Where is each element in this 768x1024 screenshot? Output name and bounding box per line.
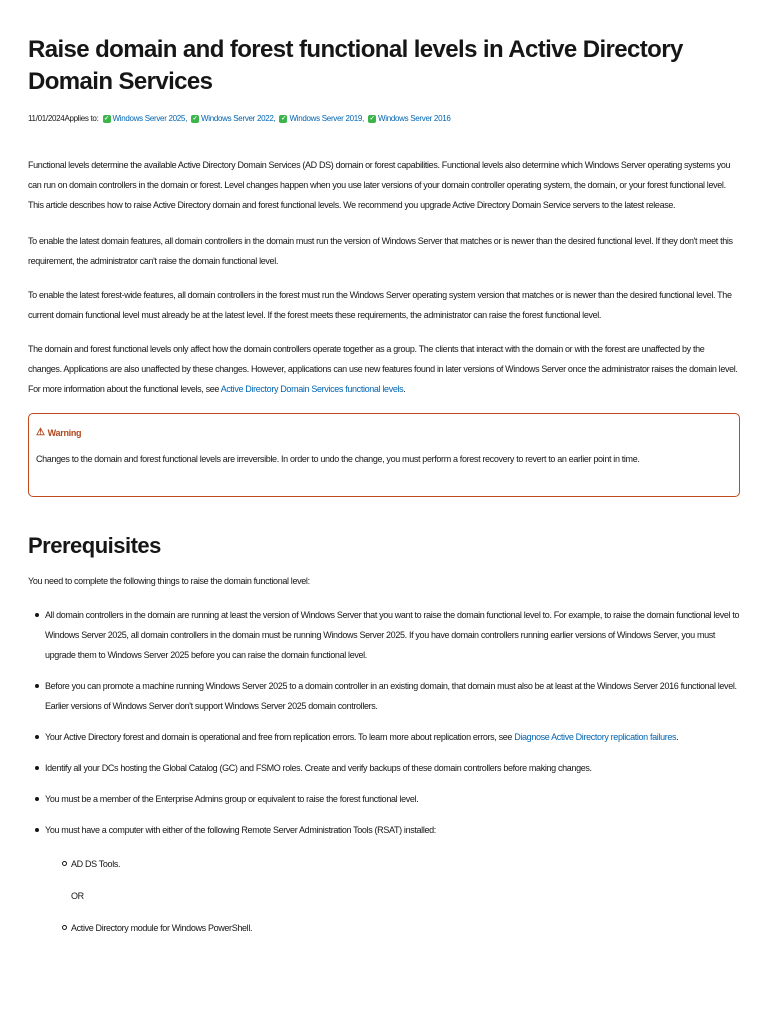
article-date: 11/01/2024: [28, 114, 65, 123]
replication-failures-link[interactable]: Diagnose Active Directory replication failures: [514, 732, 677, 742]
check-icon: ✓: [281, 116, 286, 122]
page-title: Raise domain and forest functional levels in Active Directory Domain Services: [28, 36, 683, 95]
intro-paragraph: Functional levels determine the available Active Directory Domain Services (AD DS) domain or forest capabilities. Functional levels also determine which Windows Server operating systems you can run on domain controllers in the domain or forest. Level changes happen when you use later versions of your domain controller operating system, the domain, or your forest functional level. This article describes how to raise Active Directory domain and forest functional levels. We recommend you upgrade Active Directory Domain Service servers to the latest release.: [28, 160, 731, 210]
list-item-text: All domain controllers in the domain are running at least the version of Windows Server that you want to raise the domain functional level to. For example, to raise the domain functional level to Windows Server 2025, all domain controllers in the domain must be running Windows Server 2025. If you have domain controllers running earlier versions of Windows Server, you must upgrade them to Windows Server 2025 before you can raise the domain functional level.: [45, 610, 740, 660]
sublist-item: AD DS Tools.: [62, 854, 740, 874]
domain-features-paragraph: To enable the latest domain features, all domain controllers in the domain must run the version of Windows Server that matches or is newer than the desired functional level. If they don't meet this requirement, the administrator can't raise the domain functional level.: [28, 236, 733, 266]
article-metadata: [28, 113, 740, 125]
paragraph-text: The domain and forest functional levels only affect how the domain controllers operate together as a group. The clients that interact with the domain or with the forest are unaffected by the changes. Applications are also unaffected by these changes. However, applications can use new features found in later versions of Windows Server once the administrator raises the domain level. For more information about the functional levels, see: [28, 344, 738, 394]
list-item: [28, 758, 740, 778]
list-item-text: Before you can promote a machine running Windows Server 2025 to a domain controller in an existing domain, that domain must also be at least at the Windows Server 2016 functional level. Earlier versions of Windows Server don't support Windows Server 2025 domain controllers.: [45, 681, 737, 711]
forest-features-paragraph: To enable the latest forest-wide features, all domain controllers in the forest must run the Windows Server operating system version that matches or is newer than the desired functional level. The current domain functional level must already be at the latest level. If the forest meets these requirements, the administrator can raise the forest functional level.: [28, 290, 732, 320]
version-link-2025[interactable]: Windows Server 2025,: [112, 114, 187, 123]
check-icon: ✓: [104, 116, 109, 122]
prerequisites-heading: Prerequisites: [28, 533, 161, 558]
list-item-text: Your Active Directory forest and domain is operational and free from replication errors. To learn more about replication errors, see: [45, 732, 515, 742]
sublist-item: Active Directory module for Windows PowerShell.: [62, 918, 740, 938]
applies-to-version: [103, 113, 187, 125]
version-link-2019[interactable]: Windows Server 2019,: [289, 114, 364, 123]
list-item: [28, 789, 740, 809]
check-icon: ✓: [192, 116, 198, 122]
or-separator: OR: [71, 891, 84, 901]
warning-label: Warning: [47, 428, 82, 438]
applies-to-version: [191, 113, 275, 125]
list-item: [28, 727, 740, 747]
version-link-2022[interactable]: Windows Server 2022,: [201, 114, 276, 123]
warning-alert: [28, 413, 740, 497]
applies-to-version: [368, 113, 451, 125]
applies-to-label: Applies to:: [64, 114, 99, 123]
rsat-sublist: [62, 854, 740, 938]
functional-levels-link[interactable]: Active Directory Domain Services functional levels: [220, 384, 404, 394]
warning-title: [36, 426, 732, 440]
check-icon: ✓: [369, 116, 375, 122]
list-item-end: .: [676, 732, 679, 742]
prerequisites-list: [28, 605, 740, 938]
list-item-text: You must have a computer with either of the following Remote Server Administration Tools (RSAT) installed:: [45, 825, 436, 835]
list-item-text: You must be a member of the Enterprise Admins group or equivalent to raise the forest functional level.: [45, 794, 419, 804]
warning-icon: ⚠: [36, 427, 45, 438]
list-item: [28, 676, 740, 716]
applies-to-version: [279, 113, 363, 125]
list-item: [28, 820, 740, 938]
paragraph-end: .: [403, 384, 406, 394]
version-link-2016[interactable]: Windows Server 2016: [377, 114, 451, 123]
list-item-text: Identify all your DCs hosting the Global Catalog (GC) and FSMO roles. Create and verify backups of these domain controllers before making changes.: [45, 763, 592, 773]
warning-body: Changes to the domain and forest functional levels are irreversible. In order to undo the change, you must perform a forest recovery to revert to an earlier point in time.: [36, 454, 640, 464]
clients-paragraph: [28, 339, 740, 399]
list-item: [28, 605, 740, 665]
prerequisites-intro: You need to complete the following things to raise the domain functional level:: [28, 576, 310, 586]
